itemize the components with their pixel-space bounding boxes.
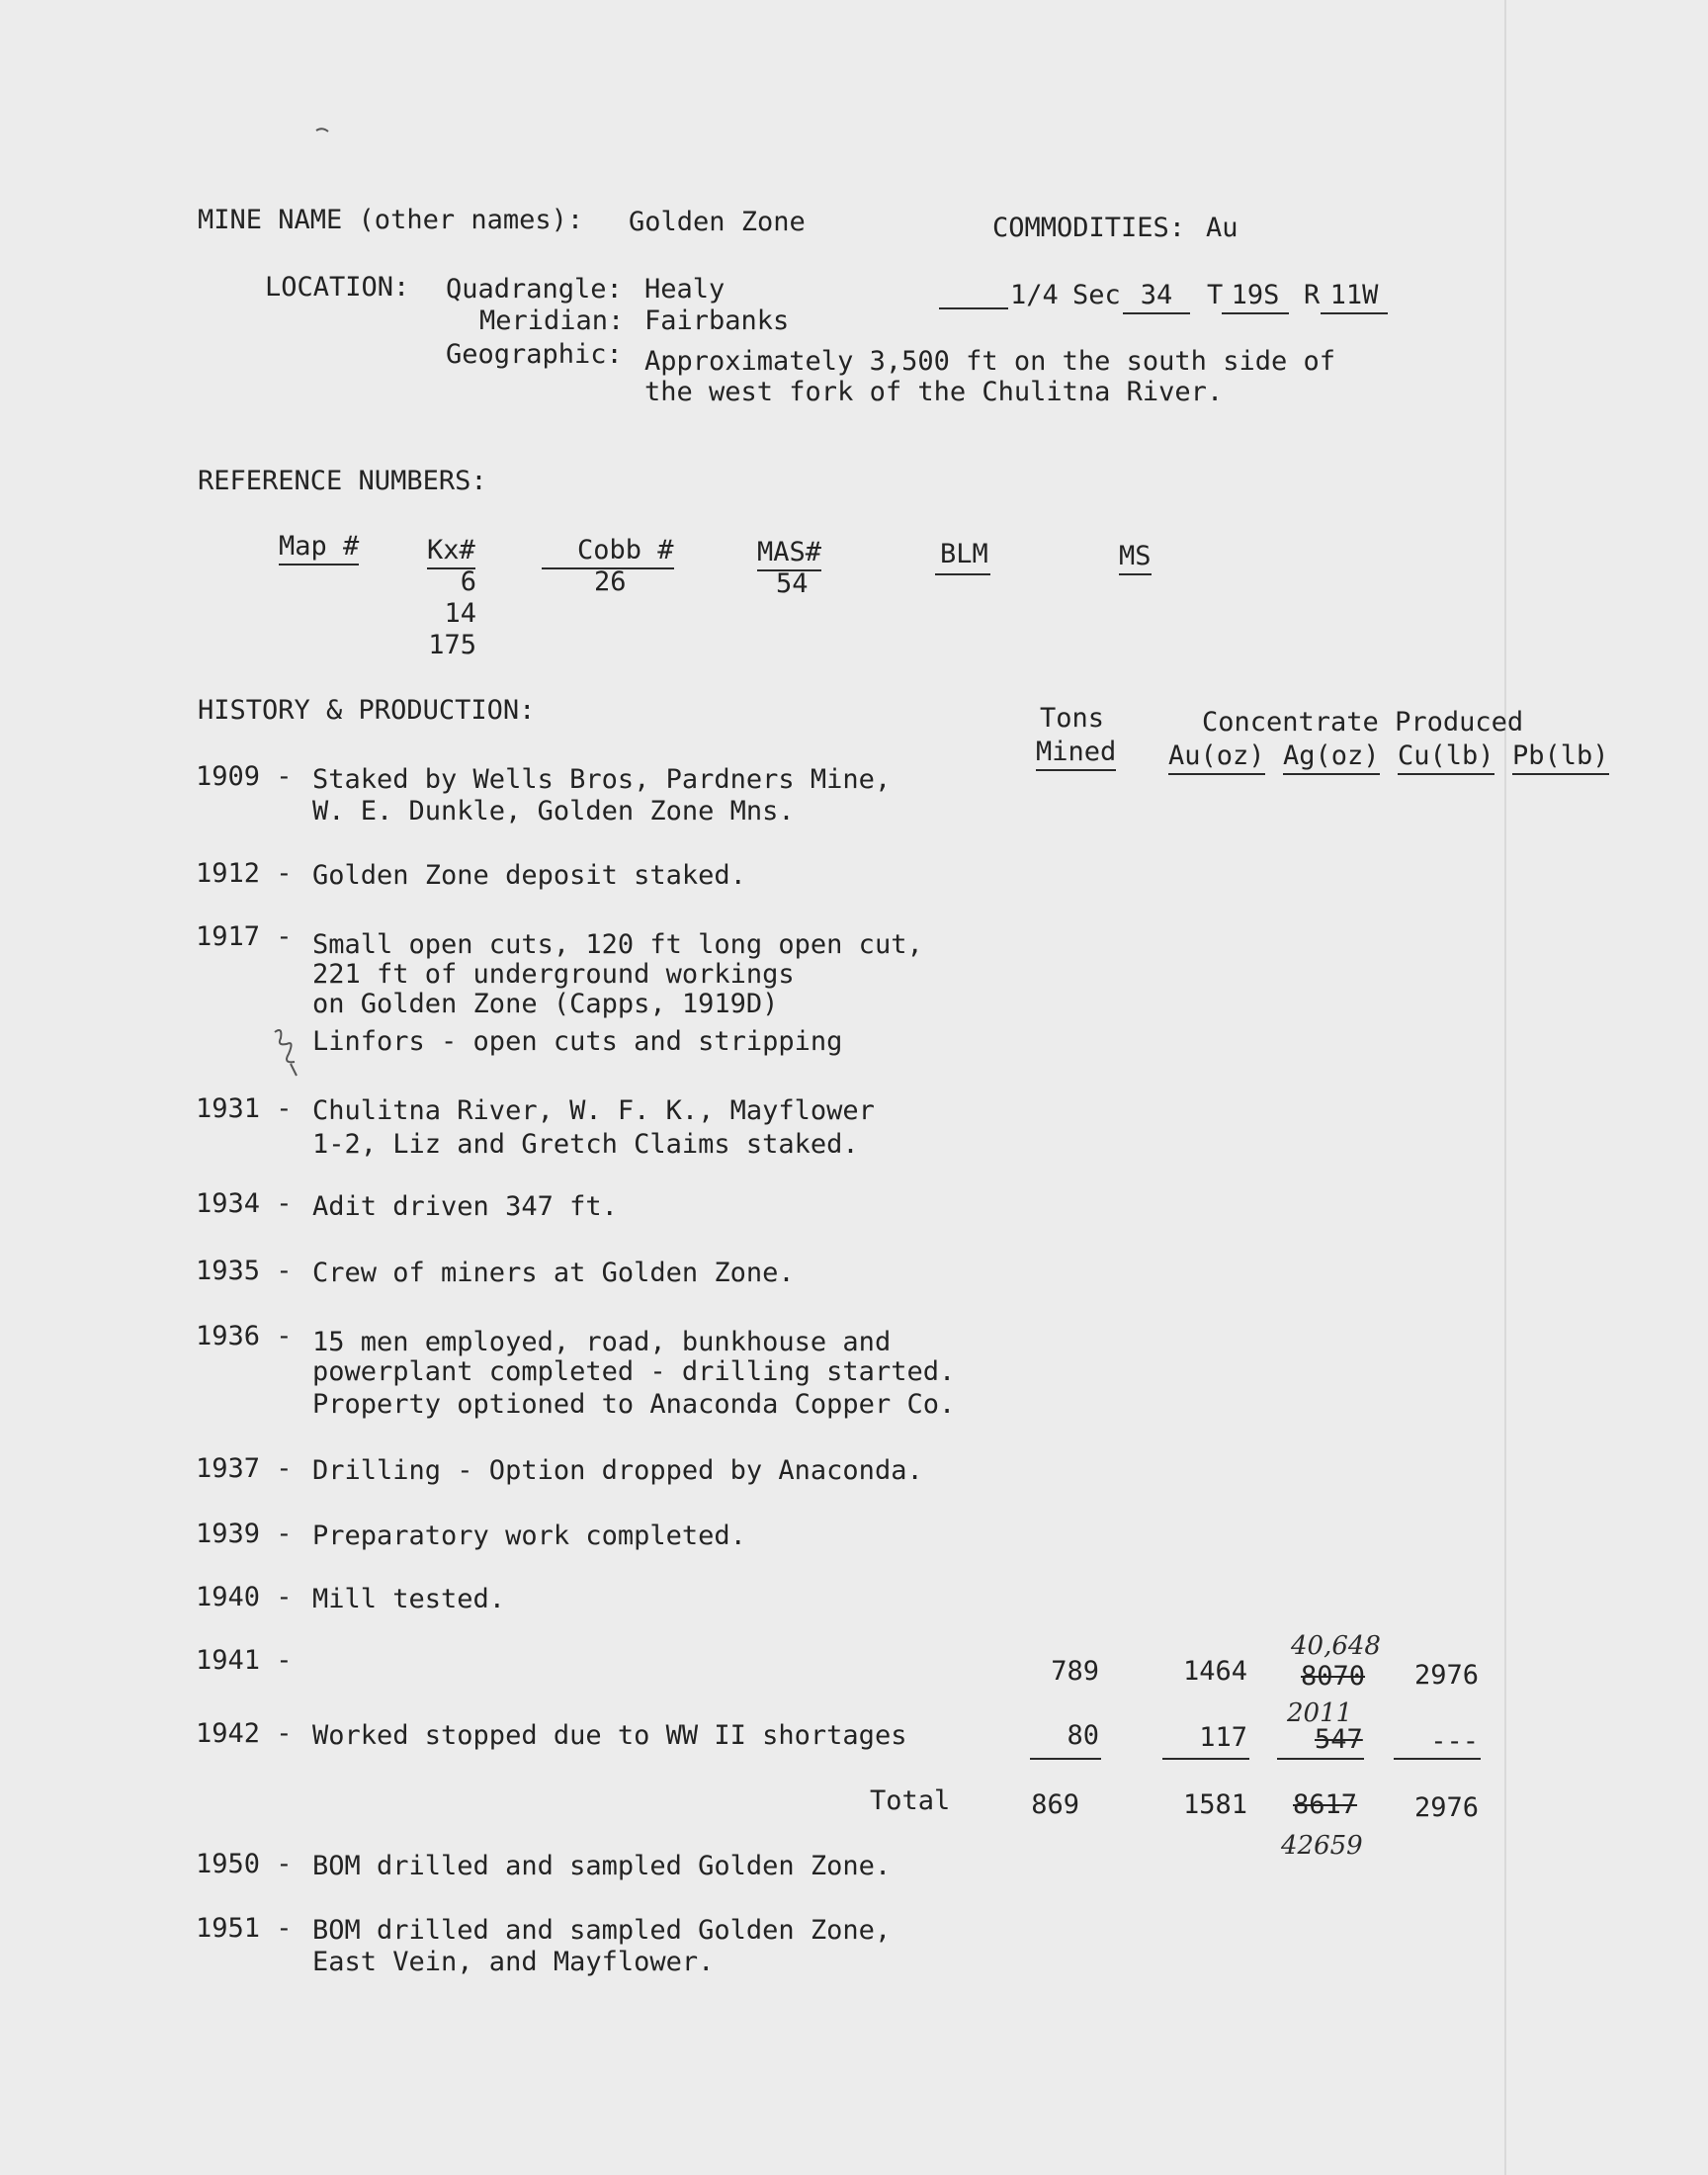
- sec-label: Sec: [1072, 280, 1121, 310]
- entry-year: 1931 -: [196, 1093, 293, 1124]
- entry-text: Property optioned to Anaconda Copper Co.: [312, 1389, 956, 1420]
- prod-total-ag-handwritten: 42659: [1281, 1831, 1363, 1861]
- entry-text: Chulitna River, W. F. K., Mayflower: [312, 1095, 875, 1126]
- entry-text: 221 ft of underground workings: [312, 959, 795, 990]
- sec-value: 34: [1123, 280, 1190, 314]
- meridian-label: Meridian:: [479, 305, 625, 336]
- entry-text: BOM drilled and sampled Golden Zone.: [312, 1851, 892, 1881]
- ref-cobb-blank-rule: [542, 567, 577, 569]
- prod-total-au: 1581: [1182, 1789, 1247, 1820]
- geographic-line-1: Approximately 3,500 ft on the south side of: [644, 346, 1335, 377]
- location-label: LOCATION:: [265, 272, 410, 303]
- entry-text: Crew of miners at Golden Zone.: [312, 1258, 795, 1288]
- entry-year: 1912 -: [196, 858, 293, 889]
- tons-label-2: Mined: [1036, 737, 1116, 771]
- ref-map-label: Map #: [279, 531, 359, 566]
- entry-year: 1909 -: [196, 761, 293, 792]
- pb-label: Pb(lb): [1512, 740, 1609, 775]
- pencil-scribble: [269, 1024, 308, 1080]
- ref-mas-label: MAS#: [757, 537, 821, 571]
- entry-text: Staked by Wells Bros, Pardners Mine,: [312, 764, 892, 795]
- entry-year: 1935 -: [196, 1256, 293, 1286]
- prod-total-cu: 2976: [1413, 1792, 1479, 1823]
- r-label: R: [1304, 280, 1321, 310]
- entry-text: Drilling - Option dropped by Anaconda.: [312, 1455, 923, 1486]
- ref-cobb-label: Cobb #: [577, 535, 674, 569]
- sum-rule-ag: [1277, 1758, 1364, 1760]
- entry-year: 1951 -: [196, 1913, 293, 1944]
- prod-1942-ag-handwritten: 2011: [1287, 1698, 1353, 1728]
- sum-rule-au: [1162, 1758, 1249, 1760]
- t-value: 19S: [1222, 280, 1289, 314]
- geographic-line-2: the west fork of the Chulitna River.: [644, 377, 1224, 407]
- entry-text: Preparatory work completed.: [312, 1521, 746, 1551]
- prod-1941-tons: 789: [1051, 1656, 1099, 1687]
- prod-1942-au: 117: [1199, 1722, 1247, 1753]
- entry-year: 1950 -: [196, 1849, 293, 1879]
- page-edge-line: [1504, 0, 1506, 2175]
- ref-kx-value-1: 6: [460, 566, 476, 597]
- quadrangle-value: Healy: [644, 274, 726, 304]
- ref-kx-value-2: 14: [444, 598, 476, 629]
- quarter-text: 1/4: [1010, 280, 1059, 310]
- entry-text: Mill tested.: [312, 1584, 506, 1614]
- entry-text: Linfors - open cuts and stripping: [312, 1026, 843, 1057]
- entry-text: Golden Zone deposit staked.: [312, 860, 746, 891]
- entry-year: 1937 -: [196, 1453, 293, 1484]
- entry-text: East Vein, and Mayflower.: [312, 1947, 715, 1977]
- ref-blm-label: BLM: [940, 539, 988, 569]
- entry-text: Adit driven 347 ft.: [312, 1191, 618, 1222]
- ref-ms-label: MS: [1119, 541, 1152, 575]
- entry-text: Worked stopped due to WW II shortages: [312, 1720, 907, 1751]
- concentrate-label: Concentrate Produced: [1202, 707, 1524, 738]
- entry-year: 1934 -: [196, 1188, 293, 1219]
- prod-1942-cu: ---: [1430, 1726, 1479, 1757]
- au-label: Au(oz): [1168, 740, 1265, 775]
- t-label: T: [1207, 280, 1224, 310]
- total-label: Total: [870, 1785, 951, 1816]
- ref-kx-label: Kx#: [427, 535, 475, 569]
- prod-total-tons: 869: [1031, 1789, 1079, 1820]
- prod-1942-tons: 80: [1067, 1720, 1099, 1751]
- mine-name-label: MINE NAME (other names):: [198, 205, 584, 235]
- meridian-value: Fairbanks: [644, 305, 790, 336]
- geographic-label: Geographic:: [446, 339, 623, 370]
- mine-name-value: Golden Zone: [629, 207, 806, 237]
- commodities-label: COMMODITIES:: [992, 213, 1186, 243]
- history-heading: HISTORY & PRODUCTION:: [198, 695, 536, 726]
- reference-heading: REFERENCE NUMBERS:: [198, 466, 487, 496]
- commodities-value: Au: [1206, 213, 1238, 243]
- ref-kx-value-3: 175: [428, 630, 476, 660]
- entry-text: W. E. Dunkle, Golden Zone Mns.: [312, 796, 795, 826]
- stray-mark: [314, 123, 332, 138]
- ref-mas-value: 54: [776, 568, 809, 599]
- entry-year: 1941 -: [196, 1645, 293, 1676]
- entry-year: 1939 -: [196, 1519, 293, 1549]
- prod-1941-ag-typed: 8070: [1301, 1661, 1366, 1692]
- r-value: 11W: [1321, 280, 1388, 314]
- entry-text: on Golden Zone (Capps, 1919D): [312, 989, 779, 1019]
- tons-label-1: Tons: [1040, 703, 1105, 734]
- prod-1941-au: 1464: [1182, 1656, 1247, 1687]
- prod-1941-cu: 2976: [1413, 1660, 1479, 1691]
- quarter-blank-rule: [939, 307, 1008, 309]
- prod-total-ag-typed: 8617: [1293, 1789, 1358, 1820]
- ag-label: Ag(oz): [1283, 740, 1380, 775]
- entry-year: 1917 -: [196, 921, 293, 952]
- entry-text: 15 men employed, road, bunkhouse and: [312, 1327, 892, 1357]
- sum-rule-tons: [1030, 1758, 1101, 1760]
- prod-1942-ag-typed: 547: [1315, 1724, 1363, 1755]
- ref-cobb-value: 26: [594, 566, 627, 597]
- entry-year: 1942 -: [196, 1718, 293, 1749]
- ref-blm-rule: [935, 573, 990, 575]
- prod-1941-ag-handwritten: 40,648: [1291, 1631, 1381, 1661]
- entry-year: 1940 -: [196, 1582, 293, 1612]
- entry-text: Small open cuts, 120 ft long open cut,: [312, 929, 923, 960]
- entry-text: 1-2, Liz and Gretch Claims staked.: [312, 1129, 859, 1160]
- entry-text: powerplant completed - drilling started.: [312, 1356, 956, 1387]
- entry-year: 1936 -: [196, 1321, 293, 1351]
- quadrangle-label: Quadrangle:: [446, 274, 623, 304]
- entry-text: BOM drilled and sampled Golden Zone,: [312, 1915, 892, 1946]
- cu-label: Cu(lb): [1398, 740, 1494, 775]
- sum-rule-cu: [1394, 1758, 1481, 1760]
